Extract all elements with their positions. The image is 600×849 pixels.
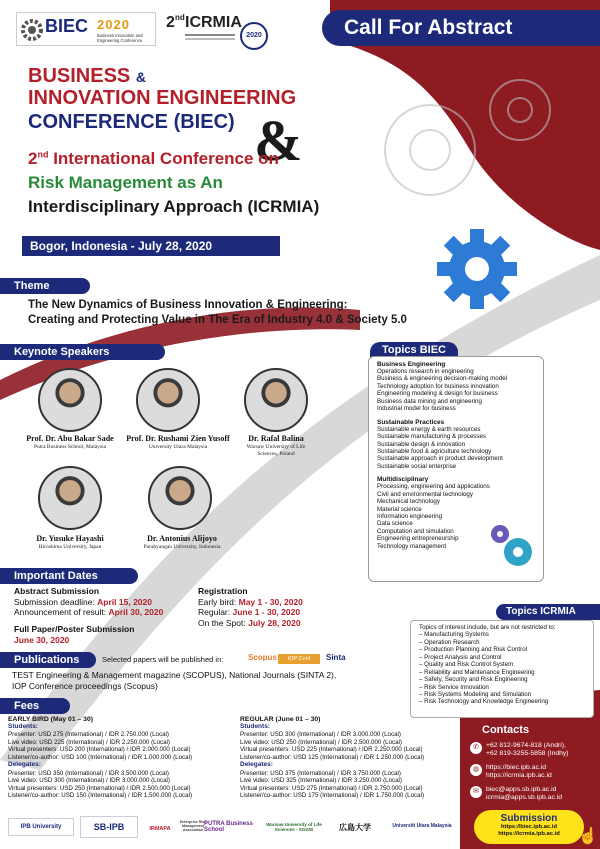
publications-line2: IOP Conference proceedings (Scopus)	[12, 681, 158, 692]
title-big-ampersand: &	[254, 108, 303, 173]
web2[interactable]: https://icrmia.ipb.ac.id	[486, 772, 552, 780]
title-line4	[28, 150, 279, 167]
topic-item: Industrial model for business	[377, 405, 456, 413]
phone-icon: ✆	[470, 742, 482, 754]
fee-line: Virtual presenters: USD 250 (International) / IDR 2.500.000 (Local)	[8, 784, 191, 792]
topics-icrmia-box	[410, 620, 594, 718]
fee-line: Virtual presenters: USD 275 (International) / IDR 2.750.000 (Local)	[240, 784, 423, 792]
regular-label: Regular:	[198, 607, 233, 618]
biec-logo	[16, 12, 156, 46]
submission-button[interactable]	[474, 810, 584, 844]
early-label: Early bird:	[198, 596, 239, 607]
regular-value: June 1 - 30, 2020	[232, 607, 301, 618]
topic-item: Mechanical technology	[377, 498, 440, 506]
deadline-label: Submission deadline:	[14, 596, 98, 607]
icrmia-item-text: Risk Technology and Knowledge Engineering	[424, 698, 549, 706]
fee-line: Listener/co-author: USD 175 (International) / IDR 1.750.000 (Local)	[240, 791, 425, 799]
topic-item: Information engineering	[377, 513, 443, 520]
call-for-abstract-banner: Call For Abstract	[322, 10, 600, 46]
biec-logo-year: 2020	[97, 17, 130, 32]
iop-logo: IOP Conf	[278, 654, 320, 664]
regular-students: Students:	[240, 723, 270, 730]
icrmia-logo-sup: nd	[175, 13, 185, 22]
sinta-logo: Sinta	[326, 653, 346, 662]
icrmia-logo-prefix: 2	[166, 14, 175, 31]
publications-text	[12, 670, 336, 692]
abstract-head: Abstract Submission	[14, 586, 100, 596]
speaker-photo-5	[148, 466, 212, 530]
gear-icon	[21, 19, 43, 41]
publications-line1: TEST Engineering & Management magazine (SCOPUS), National Journals (SINTA 2),	[12, 670, 337, 680]
early-head: EARLY BIRD (May 01 – 30)	[8, 716, 93, 723]
announce-row	[14, 607, 194, 618]
logo-putra: PUTRA Business School	[204, 821, 253, 833]
theme-line2: Creating and Protecting Value in The Era of Industry 4.0 & Society 5.0	[28, 313, 407, 326]
publications-tab: Publications	[0, 652, 96, 668]
title-line4-sup: nd	[37, 149, 49, 160]
speaker-aff-3: Warsaw University of Life Sciences, Poland	[246, 444, 306, 457]
logo-erm: Enterprise Risk Management Association	[179, 820, 207, 832]
contact-phone	[470, 742, 596, 759]
title-line4-post: International Conference on	[48, 149, 279, 168]
icrmia-logo-text: ICRMIA	[185, 14, 242, 31]
theme-text	[28, 298, 407, 328]
icrmia-item-text: Project Analysis and Control	[424, 653, 502, 661]
theme-tab: Theme	[0, 278, 90, 294]
topic-group-head: Business Engineering	[377, 361, 446, 368]
dates-right	[198, 586, 348, 629]
icrmia-item: – Operation Research	[419, 638, 480, 646]
biec-logo-sub: Business Innovation and Engineering Conference	[97, 33, 143, 43]
early-delegates: Delegates:	[8, 761, 41, 769]
deadline-value: April 15, 2020	[97, 596, 152, 607]
fee-line: Presenter: USD 350 (International) / IDR 3.500.000 (Local)	[8, 769, 169, 777]
speaker-aff-4: Hiroshima University, Japan	[38, 544, 102, 550]
topics-biec-tab: Topics BIEC	[370, 342, 458, 358]
speaker-aff-5: Parahyangan University, Indonesia	[143, 544, 221, 550]
contact-mail	[470, 786, 596, 803]
deadline-row	[14, 597, 194, 608]
topic-item: Sustainable social enterprise	[377, 462, 457, 470]
full-paper-value: June 30, 2020	[14, 634, 70, 645]
mail2[interactable]: icrmia@apps.sb.ipb.ac.id	[486, 794, 563, 802]
mail1[interactable]: biec@apps.sb.ipb.ac.id	[486, 785, 557, 793]
topic-item: Civil and environmental technology	[377, 490, 473, 498]
title-line3: CONFERENCE (BIEC)	[28, 111, 235, 133]
icrmia-item: – Project Analysis and Control	[419, 653, 502, 661]
icrmia-item-text: Safety, Security and Risk Engineering	[424, 676, 528, 684]
contact-web	[470, 764, 596, 781]
logo-hiroshima: 広島大学	[339, 822, 371, 832]
logo-irmapa: IRMAPA	[149, 826, 171, 832]
speaker-name-3: Dr. Rafal Balina	[248, 434, 304, 443]
blue-gear-icon	[436, 228, 518, 310]
contacts-list	[470, 742, 596, 803]
title-line5: Risk Management as An	[28, 173, 223, 192]
title-line1	[28, 66, 146, 86]
registration-head: Registration	[198, 586, 248, 596]
topic-item: Processing, engineering and applications	[377, 483, 490, 491]
icrmia-item: – Safety, Security and Risk Engineering	[419, 676, 528, 684]
submission-url2: https://icrmia.ipb.ac.id	[498, 830, 560, 837]
topic-item: Engineering entrepreneurship	[377, 535, 459, 543]
icrmia-item-text: Quality and Risk Control System	[424, 661, 514, 669]
fees-tab: Fees	[0, 698, 70, 714]
logo-ipb: IPB University	[8, 818, 74, 836]
icrmia-logo	[166, 12, 280, 46]
spot-row	[198, 618, 348, 629]
fee-line: Presenter: USD 375 (International) / IDR 3.750.000 (Local)	[240, 769, 401, 777]
submission-url1: https://biec.ipb.ac.id	[500, 824, 558, 830]
contacts-heading: Contacts	[482, 724, 530, 736]
regular-delegates: Delegates:	[240, 761, 273, 769]
topic-item: Sustainable energy & earth resources	[377, 425, 481, 433]
fee-line: Virtual presenters: USD 200 (International) / IDR 2.000.000 (Local)	[8, 746, 191, 754]
icrmia-item-text: Risk Systems Modeling and Simulation	[424, 690, 532, 698]
fee-line: Live video: USD 225 (International) / IDR 2.250.000 (Local)	[8, 738, 170, 746]
keynote-tab: Keynote Speakers	[0, 344, 165, 360]
speaker-name-4: Dr. Yusuke Hayashi	[36, 534, 104, 543]
icrmia-item: – Risk Service Innovation	[419, 683, 489, 691]
title-line6: Interdisciplinary Approach (ICRMIA)	[28, 197, 320, 216]
logo-sggw: Warsaw University of Life Sciences - SGGW	[266, 821, 322, 832]
icrmia-item: – Production Planning and Risk Control	[419, 646, 528, 654]
icrmia-item-text: Production Planning and Risk Control	[424, 646, 528, 654]
topic-item: Sustainable design & innovation	[377, 440, 466, 448]
speaker-name-1: Prof. Dr. Abu Bakar Sade	[26, 434, 114, 443]
fee-line: Listener/co-author: USD 125 (International) / IDR 1.250.000 (Local)	[240, 753, 425, 761]
early-students: Students:	[8, 723, 38, 730]
speaker-aff-2: University Utara Malaysia	[148, 444, 208, 450]
publications-note: Selected papers will be published in:	[102, 655, 224, 664]
spot-label: On the Spot:	[198, 617, 249, 628]
icrmia-intro: Topics of interest include, but are not restricted to:	[419, 624, 556, 631]
fee-line: Virtual presenters: USD 225 (International) / IDR 2.250.000 (Local)	[240, 746, 423, 754]
icrmia-logo-rule	[185, 34, 235, 36]
speaker-photo-4	[38, 466, 102, 530]
early-value: May 1 - 30, 2020	[238, 596, 303, 607]
topics-icrmia-tab: Topics ICRMIA	[496, 604, 600, 620]
title-line2: INNOVATION ENGINEERING	[28, 87, 297, 109]
icrmia-item: – Risk Technology and Knowledge Engineering	[419, 698, 549, 706]
fee-line: Listener/co-author: USD 150 (International) / IDR 1.500.000 (Local)	[8, 791, 193, 799]
important-dates-tab: Important Dates	[0, 568, 138, 584]
fee-line: Live video: USD 250 (International) / IDR 2.500.000 (Local)	[240, 738, 402, 746]
spot-value: July 28, 2020	[248, 617, 301, 628]
speaker-photo-2	[136, 368, 200, 432]
announce-label: Announcement of result:	[14, 607, 109, 618]
theme-line1: The New Dynamics of Business Innovation & Engineering:	[28, 299, 348, 311]
icrmia-item-text: Manufacturing Systems	[424, 631, 489, 639]
topic-item: Data science	[377, 520, 413, 528]
icrmia-item-text: Risk Service Innovation	[424, 683, 489, 691]
icrmia-logo-year: 2020	[240, 22, 268, 50]
logo-uum: Universiti Utara Malaysia	[392, 823, 452, 830]
fees-regular	[240, 716, 460, 799]
topic-item: Material science	[377, 505, 422, 513]
regular-head: REGULAR (June 01 – 30)	[240, 716, 321, 723]
biec-logo-text: BIEC	[45, 16, 89, 36]
icrmia-item-text: Reliability and Maintenance Engineering	[424, 668, 535, 676]
topic-group-head: Multidisciplinary	[377, 476, 429, 484]
regular-row	[198, 607, 348, 618]
location-bar: Bogor, Indonesia - July 28, 2020	[22, 236, 280, 256]
topic-item: Business & engineering decision-making model	[377, 375, 508, 383]
topic-item: Computation and simulation	[377, 527, 454, 535]
full-paper-head: Full Paper/Poster Submission	[14, 623, 135, 634]
web1[interactable]: https://biec.ipb.ac.id	[486, 763, 547, 771]
topic-item: Operations research in engineering	[377, 368, 474, 375]
icrmia-item: – Risk Systems Modeling and Simulation	[419, 690, 532, 698]
topic-item: Sustainable approach in product development	[377, 455, 503, 463]
pointer-hand-icon: ☝	[578, 828, 598, 845]
email-icon: ✉	[470, 786, 482, 798]
icrmia-item: – Reliability and Maintenance Engineering	[419, 668, 535, 676]
icrmia-logo-rule2	[185, 38, 235, 40]
title-line4-pre: 2	[28, 149, 38, 168]
fee-line: Listener/co-author: USD 100 (International) / IDR 1.000.000 (Local)	[8, 753, 193, 761]
phone2: +62 819-3255-5858 (Indhy)	[486, 750, 569, 758]
announce-value: April 30, 2020	[108, 607, 164, 618]
fee-line: Presenter: USD 275 (International) / IDR 2.750.000 (Local)	[8, 731, 169, 739]
topic-item: Sustainable food & agriculture technology	[377, 447, 492, 455]
logo-sb-ipb: SB-IPB	[80, 816, 138, 838]
topic-item: Technology management	[377, 542, 447, 550]
topic-item: Engineering modeling & design for business	[377, 390, 498, 398]
fee-line: Presenter: USD 300 (International) / IDR 3.000.000 (Local)	[240, 731, 401, 739]
fee-line: Live video: USD 300 (International) / IDR 3.000.000 (Local)	[8, 777, 170, 785]
icrmia-item: – Manufacturing Systems	[419, 631, 489, 639]
fees-early	[8, 716, 238, 799]
small-gears-icon	[488, 520, 540, 572]
speaker-aff-1: Putra Business School, Malaysia	[33, 444, 107, 450]
icrmia-item-text: Operation Research	[424, 638, 480, 646]
speaker-name-2: Prof. Dr. Rushami Zien Yusoff	[126, 434, 230, 443]
topic-item: Technology adoption for business innovation	[377, 382, 499, 390]
dates-left	[14, 586, 194, 645]
title-business: BUSINESS	[28, 65, 131, 87]
speaker-photo-3	[244, 368, 308, 432]
scopus-logo: Scopus	[248, 653, 277, 662]
fee-line: Live video: USD 325 (International) / IDR 3.250.000 (Local)	[240, 777, 402, 785]
topic-item: Sustainable manufacturing & processes	[377, 433, 487, 441]
submission-label: Submission	[500, 813, 558, 824]
topic-group-head: Sustainable Practices	[377, 418, 445, 426]
title-amp-small: &	[135, 69, 146, 85]
phone1: +62 812-9674-818 (Andri),	[486, 742, 566, 749]
speaker-photo-1	[38, 368, 102, 432]
globe-icon: ◍	[470, 764, 482, 776]
speaker-name-5: Dr. Antonius Alijoyo	[147, 534, 217, 543]
early-row	[198, 597, 348, 608]
icrmia-item: – Quality and Risk Control System	[419, 661, 514, 669]
topic-item: Business data mining and engineering	[377, 397, 482, 405]
